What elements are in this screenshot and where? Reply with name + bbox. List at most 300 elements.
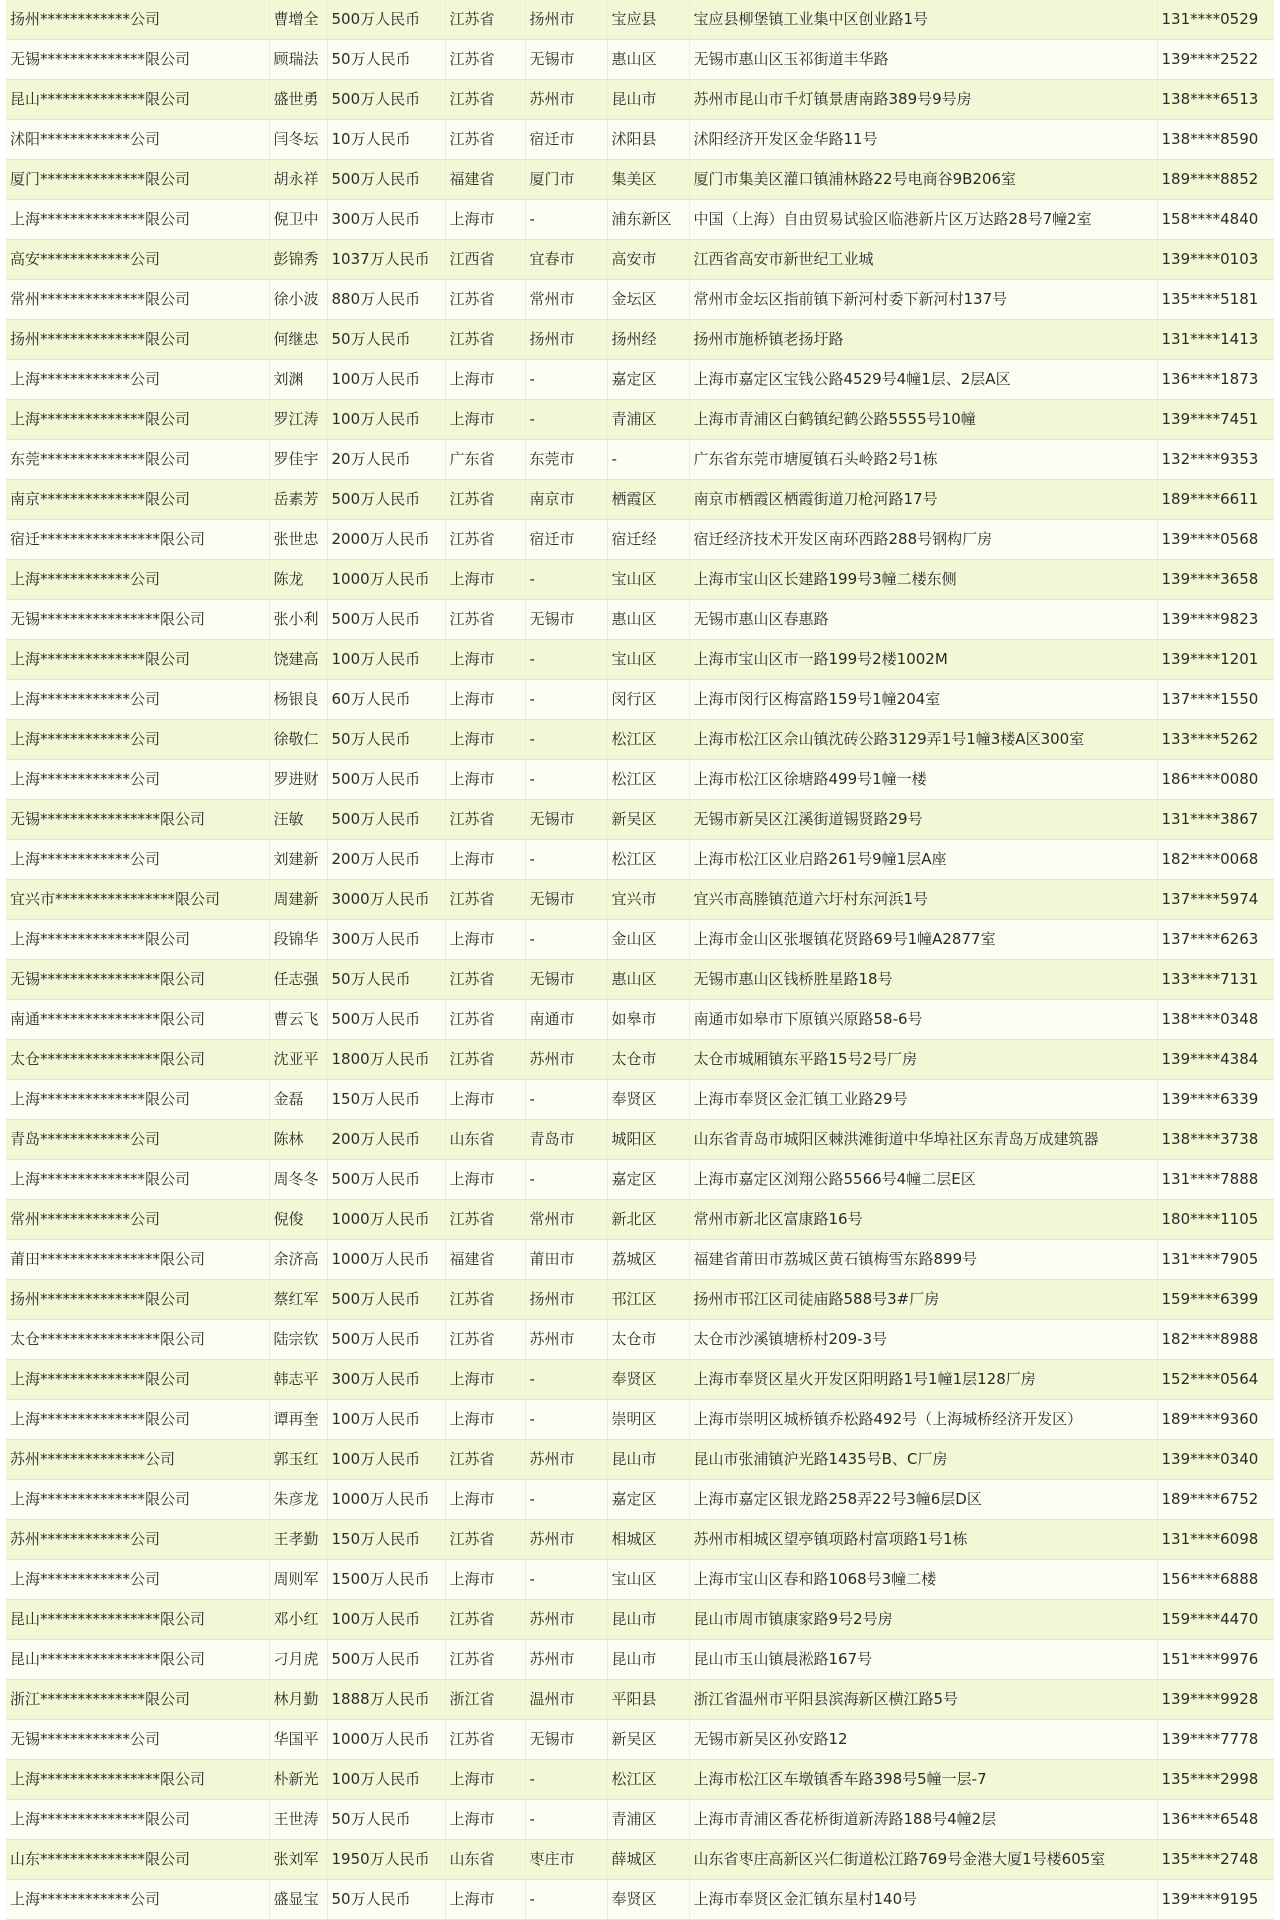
table-row	[6, 1440, 1274, 1480]
cell-person: 闫冬坛	[269, 120, 327, 160]
cell-city: -	[525, 680, 607, 720]
cell-company: 无锡****************限公司	[6, 800, 269, 840]
cell-district: 太仓市	[607, 1320, 689, 1360]
cell-province: 江苏省	[445, 960, 525, 1000]
cell-phone: 139****4384	[1157, 1040, 1274, 1080]
cell-district: 宝山区	[607, 640, 689, 680]
cell-person: 余济高	[269, 1240, 327, 1280]
cell-province: 上海市	[445, 920, 525, 960]
cell-district: 惠山区	[607, 600, 689, 640]
cell-phone: 158****4840	[1157, 200, 1274, 240]
cell-company: 青岛************公司	[6, 1120, 269, 1160]
cell-company: 上海************公司	[6, 360, 269, 400]
cell-province: 江苏省	[445, 520, 525, 560]
cell-province: 上海市	[445, 720, 525, 760]
cell-province: 上海市	[445, 1160, 525, 1200]
cell-phone: 131****7905	[1157, 1240, 1274, 1280]
cell-phone: 139****7451	[1157, 400, 1274, 440]
table-row	[6, 160, 1274, 200]
cell-person: 顾瑞法	[269, 40, 327, 80]
cell-address: 中国（上海）自由贸易试验区临港新片区万达路28号7幢2室	[689, 200, 1157, 240]
cell-city: 东莞市	[525, 440, 607, 480]
cell-city: -	[525, 1880, 607, 1920]
cell-person: 段锦华	[269, 920, 327, 960]
cell-company: 宜兴市****************限公司	[6, 880, 269, 920]
cell-city: -	[525, 400, 607, 440]
cell-company: 昆山****************限公司	[6, 1640, 269, 1680]
cell-company: 上海**************限公司	[6, 1160, 269, 1200]
table-row	[6, 1480, 1274, 1520]
table-row	[6, 440, 1274, 480]
cell-phone: 159****4470	[1157, 1600, 1274, 1640]
cell-company: 上海************公司	[6, 1880, 269, 1920]
cell-capital: 1800万人民币	[327, 1040, 445, 1080]
cell-capital: 100万人民币	[327, 1440, 445, 1480]
cell-company: 上海************公司	[6, 680, 269, 720]
cell-phone: 189****9360	[1157, 1400, 1274, 1440]
cell-company: 上海**************限公司	[6, 1480, 269, 1520]
cell-company: 上海**************限公司	[6, 1800, 269, 1840]
cell-capital: 1000万人民币	[327, 1240, 445, 1280]
cell-capital: 100万人民币	[327, 1600, 445, 1640]
cell-district: 集美区	[607, 160, 689, 200]
cell-company: 上海**************限公司	[6, 640, 269, 680]
cell-person: 陆宗钦	[269, 1320, 327, 1360]
cell-company: 太仓****************限公司	[6, 1320, 269, 1360]
cell-address: 上海市奉贤区星火开发区阳明路1号1幢1层128厂房	[689, 1360, 1157, 1400]
cell-capital: 50万人民币	[327, 1800, 445, 1840]
cell-city: 温州市	[525, 1680, 607, 1720]
cell-phone: 189****8852	[1157, 160, 1274, 200]
table-row	[6, 320, 1274, 360]
cell-province: 江苏省	[445, 880, 525, 920]
cell-phone: 135****2998	[1157, 1760, 1274, 1800]
cell-address: 无锡市新吴区江溪街道锡贤路29号	[689, 800, 1157, 840]
cell-company: 无锡****************限公司	[6, 600, 269, 640]
cell-phone: 139****1201	[1157, 640, 1274, 680]
cell-person: 汪敏	[269, 800, 327, 840]
cell-capital: 1037万人民币	[327, 240, 445, 280]
table-body	[6, 0, 1274, 1920]
cell-company: 上海************公司	[6, 720, 269, 760]
cell-city: 苏州市	[525, 1040, 607, 1080]
cell-district: 扬州经	[607, 320, 689, 360]
cell-address: 昆山市张浦镇沪光路1435号B、C厂房	[689, 1440, 1157, 1480]
cell-address: 上海市嘉定区银龙路258弄22号3幢6层D区	[689, 1480, 1157, 1520]
cell-phone: 135****2748	[1157, 1840, 1274, 1880]
cell-capital: 500万人民币	[327, 600, 445, 640]
cell-address: 苏州市相城区望亭镇项路村富项路1号1栋	[689, 1520, 1157, 1560]
cell-city: -	[525, 1400, 607, 1440]
cell-company: 苏州**************公司	[6, 1440, 269, 1480]
cell-city: 无锡市	[525, 880, 607, 920]
table-row	[6, 1600, 1274, 1640]
table-row	[6, 1760, 1274, 1800]
cell-person: 金磊	[269, 1080, 327, 1120]
cell-person: 谭再奎	[269, 1400, 327, 1440]
cell-district: 宝山区	[607, 1560, 689, 1600]
cell-district: 宝山区	[607, 560, 689, 600]
cell-capital: 150万人民币	[327, 1080, 445, 1120]
cell-company: 上海**************限公司	[6, 1400, 269, 1440]
cell-phone: 138****6513	[1157, 80, 1274, 120]
cell-address: 上海市松江区徐塘路499号1幢一楼	[689, 760, 1157, 800]
cell-address: 江西省高安市新世纪工业城	[689, 240, 1157, 280]
cell-district: 昆山市	[607, 80, 689, 120]
cell-address: 苏州市昆山市千灯镇景唐南路389号9号房	[689, 80, 1157, 120]
cell-province: 上海市	[445, 1800, 525, 1840]
cell-phone: 139****9928	[1157, 1680, 1274, 1720]
cell-district: 奉贤区	[607, 1360, 689, 1400]
cell-capital: 500万人民币	[327, 1280, 445, 1320]
cell-district: 宿迁经	[607, 520, 689, 560]
cell-province: 江苏省	[445, 280, 525, 320]
cell-capital: 300万人民币	[327, 1360, 445, 1400]
cell-district: 高安市	[607, 240, 689, 280]
cell-province: 江苏省	[445, 40, 525, 80]
cell-company: 上海**************限公司	[6, 200, 269, 240]
cell-phone: 131****6098	[1157, 1520, 1274, 1560]
company-table	[6, 0, 1274, 1920]
cell-address: 太仓市城厢镇东平路15号2号厂房	[689, 1040, 1157, 1080]
cell-capital: 100万人民币	[327, 640, 445, 680]
cell-company: 上海**************限公司	[6, 920, 269, 960]
cell-address: 无锡市惠山区玉祁街道丰华路	[689, 40, 1157, 80]
cell-capital: 1888万人民币	[327, 1680, 445, 1720]
cell-address: 上海市宝山区长建路199号3幢二楼东侧	[689, 560, 1157, 600]
cell-phone: 152****0564	[1157, 1360, 1274, 1400]
cell-district: 松江区	[607, 1760, 689, 1800]
table-row	[6, 1040, 1274, 1080]
cell-capital: 60万人民币	[327, 680, 445, 720]
cell-company: 上海************公司	[6, 560, 269, 600]
cell-person: 盛世勇	[269, 80, 327, 120]
cell-company: 扬州**************限公司	[6, 1280, 269, 1320]
table-row	[6, 1080, 1274, 1120]
table-row	[6, 560, 1274, 600]
cell-capital: 500万人民币	[327, 1000, 445, 1040]
cell-city: 常州市	[525, 280, 607, 320]
cell-province: 上海市	[445, 400, 525, 440]
cell-capital: 1000万人民币	[327, 560, 445, 600]
cell-province: 上海市	[445, 200, 525, 240]
table-row	[6, 720, 1274, 760]
cell-city: 苏州市	[525, 1440, 607, 1480]
cell-phone: 186****0080	[1157, 760, 1274, 800]
table-row	[6, 360, 1274, 400]
cell-capital: 1950万人民币	[327, 1840, 445, 1880]
cell-province: 上海市	[445, 1480, 525, 1520]
cell-capital: 500万人民币	[327, 760, 445, 800]
cell-address: 广东省东莞市塘厦镇石头岭路2号1栋	[689, 440, 1157, 480]
cell-city: -	[525, 360, 607, 400]
cell-city: 青岛市	[525, 1120, 607, 1160]
cell-city: 宿迁市	[525, 520, 607, 560]
cell-phone: 137****5974	[1157, 880, 1274, 920]
cell-district: 昆山市	[607, 1640, 689, 1680]
cell-company: 常州**************限公司	[6, 280, 269, 320]
cell-district: 青浦区	[607, 1800, 689, 1840]
cell-address: 上海市宝山区春和路1068号3幢二楼	[689, 1560, 1157, 1600]
cell-city: 苏州市	[525, 1320, 607, 1360]
cell-company: 昆山**************限公司	[6, 80, 269, 120]
cell-capital: 500万人民币	[327, 160, 445, 200]
cell-person: 韩志平	[269, 1360, 327, 1400]
cell-address: 厦门市集美区灌口镇浦林路22号电商谷9B206室	[689, 160, 1157, 200]
table-row	[6, 1880, 1274, 1920]
table-row	[6, 1320, 1274, 1360]
cell-company: 东莞**************限公司	[6, 440, 269, 480]
table-row	[6, 120, 1274, 160]
table-row	[6, 1640, 1274, 1680]
cell-address: 上海市宝山区市一路199号2楼1002M	[689, 640, 1157, 680]
cell-phone: 137****1550	[1157, 680, 1274, 720]
table-row	[6, 880, 1274, 920]
cell-address: 上海市奉贤区金汇镇工业路29号	[689, 1080, 1157, 1120]
cell-person: 周冬冬	[269, 1160, 327, 1200]
cell-province: 上海市	[445, 1360, 525, 1400]
cell-city: -	[525, 1080, 607, 1120]
table-row	[6, 920, 1274, 960]
cell-capital: 100万人民币	[327, 1400, 445, 1440]
table-row	[6, 680, 1274, 720]
cell-company: 常州************公司	[6, 1200, 269, 1240]
cell-address: 宜兴市高塍镇范道六圩村东河浜1号	[689, 880, 1157, 920]
cell-province: 江苏省	[445, 480, 525, 520]
cell-phone: 131****0529	[1157, 0, 1274, 40]
cell-company: 上海************公司	[6, 760, 269, 800]
cell-phone: 138****3738	[1157, 1120, 1274, 1160]
cell-city: -	[525, 840, 607, 880]
cell-person: 倪卫中	[269, 200, 327, 240]
cell-province: 江苏省	[445, 800, 525, 840]
table-row	[6, 1360, 1274, 1400]
cell-district: 太仓市	[607, 1040, 689, 1080]
cell-phone: 182****8988	[1157, 1320, 1274, 1360]
table-row	[6, 480, 1274, 520]
cell-district: 嘉定区	[607, 1480, 689, 1520]
cell-person: 刘建新	[269, 840, 327, 880]
cell-province: 江苏省	[445, 1040, 525, 1080]
cell-district: 宜兴市	[607, 880, 689, 920]
cell-address: 宝应县柳堡镇工业集中区创业路1号	[689, 0, 1157, 40]
cell-city: 枣庄市	[525, 1840, 607, 1880]
cell-district: 闵行区	[607, 680, 689, 720]
cell-province: 上海市	[445, 1400, 525, 1440]
cell-phone: 189****6752	[1157, 1480, 1274, 1520]
cell-address: 上海市奉贤区金汇镇东星村140号	[689, 1880, 1157, 1920]
cell-phone: 139****2522	[1157, 40, 1274, 80]
cell-company: 浙江**************限公司	[6, 1680, 269, 1720]
cell-province: 江苏省	[445, 1280, 525, 1320]
cell-address: 无锡市新吴区孙安路12	[689, 1720, 1157, 1760]
cell-capital: 1000万人民币	[327, 1720, 445, 1760]
table-row	[6, 1840, 1274, 1880]
table-row	[6, 520, 1274, 560]
cell-city: 宜春市	[525, 240, 607, 280]
cell-capital: 50万人民币	[327, 40, 445, 80]
cell-address: 扬州市邗江区司徒庙路588号3#厂房	[689, 1280, 1157, 1320]
cell-city: 无锡市	[525, 960, 607, 1000]
cell-capital: 50万人民币	[327, 720, 445, 760]
cell-person: 徐小波	[269, 280, 327, 320]
cell-person: 杨银良	[269, 680, 327, 720]
cell-district: 薛城区	[607, 1840, 689, 1880]
cell-city: -	[525, 920, 607, 960]
cell-city: 南通市	[525, 1000, 607, 1040]
cell-person: 徐敬仁	[269, 720, 327, 760]
cell-capital: 200万人民币	[327, 1120, 445, 1160]
cell-city: -	[525, 1160, 607, 1200]
cell-capital: 880万人民币	[327, 280, 445, 320]
cell-company: 上海************公司	[6, 1560, 269, 1600]
cell-person: 曹云飞	[269, 1000, 327, 1040]
cell-capital: 50万人民币	[327, 1880, 445, 1920]
cell-person: 陈龙	[269, 560, 327, 600]
cell-address: 上海市金山区张堰镇花贤路69号1幢A2877室	[689, 920, 1157, 960]
cell-city: 扬州市	[525, 0, 607, 40]
cell-address: 常州市新北区富康路16号	[689, 1200, 1157, 1240]
cell-person: 邓小红	[269, 1600, 327, 1640]
cell-province: 上海市	[445, 360, 525, 400]
cell-city: 苏州市	[525, 1640, 607, 1680]
cell-phone: 135****5181	[1157, 280, 1274, 320]
cell-phone: 156****6888	[1157, 1560, 1274, 1600]
cell-city: -	[525, 640, 607, 680]
cell-district: 邗江区	[607, 1280, 689, 1320]
cell-person: 任志强	[269, 960, 327, 1000]
cell-city: 苏州市	[525, 1520, 607, 1560]
cell-person: 沈亚平	[269, 1040, 327, 1080]
cell-address: 无锡市惠山区春惠路	[689, 600, 1157, 640]
cell-capital: 1000万人民币	[327, 1200, 445, 1240]
cell-address: 太仓市沙溪镇塘桥村209-3号	[689, 1320, 1157, 1360]
cell-person: 盛显宝	[269, 1880, 327, 1920]
cell-person: 华国平	[269, 1720, 327, 1760]
cell-city: 无锡市	[525, 40, 607, 80]
cell-company: 无锡************公司	[6, 1720, 269, 1760]
cell-capital: 150万人民币	[327, 1520, 445, 1560]
cell-capital: 100万人民币	[327, 400, 445, 440]
cell-phone: 139****6339	[1157, 1080, 1274, 1120]
cell-company: 南京**************限公司	[6, 480, 269, 520]
cell-city: 常州市	[525, 1200, 607, 1240]
cell-city: 无锡市	[525, 1720, 607, 1760]
cell-province: 江苏省	[445, 1320, 525, 1360]
cell-city: 无锡市	[525, 600, 607, 640]
cell-company: 南通****************限公司	[6, 1000, 269, 1040]
cell-capital: 500万人民币	[327, 1640, 445, 1680]
cell-address: 无锡市惠山区钱桥胜星路18号	[689, 960, 1157, 1000]
cell-capital: 500万人民币	[327, 80, 445, 120]
cell-district: 崇明区	[607, 1400, 689, 1440]
cell-province: 江苏省	[445, 1720, 525, 1760]
cell-city: 厦门市	[525, 160, 607, 200]
table-row	[6, 1160, 1274, 1200]
cell-person: 罗佳宇	[269, 440, 327, 480]
cell-province: 上海市	[445, 1760, 525, 1800]
cell-person: 罗进财	[269, 760, 327, 800]
table-row	[6, 1680, 1274, 1720]
table-row	[6, 1560, 1274, 1600]
cell-person: 刘渊	[269, 360, 327, 400]
cell-city: 南京市	[525, 480, 607, 520]
cell-person: 曹增全	[269, 0, 327, 40]
cell-province: 山东省	[445, 1840, 525, 1880]
cell-phone: 133****5262	[1157, 720, 1274, 760]
cell-city: -	[525, 1760, 607, 1800]
cell-district: 奉贤区	[607, 1880, 689, 1920]
cell-province: 江苏省	[445, 120, 525, 160]
cell-address: 上海市闵行区梅富路159号1幢204室	[689, 680, 1157, 720]
cell-phone: 139****9195	[1157, 1880, 1274, 1920]
cell-phone: 131****3867	[1157, 800, 1274, 840]
cell-province: 福建省	[445, 1240, 525, 1280]
cell-phone: 137****6263	[1157, 920, 1274, 960]
cell-province: 上海市	[445, 760, 525, 800]
cell-person: 刁月虎	[269, 1640, 327, 1680]
cell-province: 上海市	[445, 560, 525, 600]
cell-phone: 136****1873	[1157, 360, 1274, 400]
cell-company: 莆田****************限公司	[6, 1240, 269, 1280]
table-row	[6, 600, 1274, 640]
cell-phone: 133****7131	[1157, 960, 1274, 1000]
cell-city: 扬州市	[525, 320, 607, 360]
cell-district: 青浦区	[607, 400, 689, 440]
cell-person: 蔡红军	[269, 1280, 327, 1320]
cell-person: 朱彦龙	[269, 1480, 327, 1520]
cell-phone: 139****3658	[1157, 560, 1274, 600]
cell-phone: 132****9353	[1157, 440, 1274, 480]
cell-province: 上海市	[445, 1880, 525, 1920]
cell-province: 上海市	[445, 680, 525, 720]
cell-city: 莆田市	[525, 1240, 607, 1280]
cell-phone: 139****9823	[1157, 600, 1274, 640]
cell-person: 胡永祥	[269, 160, 327, 200]
cell-company: 无锡**************限公司	[6, 40, 269, 80]
cell-company: 无锡****************限公司	[6, 960, 269, 1000]
cell-phone: 138****8590	[1157, 120, 1274, 160]
cell-district: 新吴区	[607, 1720, 689, 1760]
cell-phone: 136****6548	[1157, 1800, 1274, 1840]
cell-province: 浙江省	[445, 1680, 525, 1720]
cell-province: 江苏省	[445, 600, 525, 640]
cell-city: 无锡市	[525, 800, 607, 840]
cell-district: 金山区	[607, 920, 689, 960]
cell-district: 相城区	[607, 1520, 689, 1560]
table-row	[6, 1720, 1274, 1760]
cell-person: 朴新光	[269, 1760, 327, 1800]
table-row	[6, 1280, 1274, 1320]
table-row	[6, 400, 1274, 440]
cell-phone: 139****0568	[1157, 520, 1274, 560]
cell-company: 昆山****************限公司	[6, 1600, 269, 1640]
cell-capital: 500万人民币	[327, 480, 445, 520]
table-row	[6, 0, 1274, 40]
cell-capital: 1500万人民币	[327, 1560, 445, 1600]
cell-phone: 182****0068	[1157, 840, 1274, 880]
cell-district: 嘉定区	[607, 1160, 689, 1200]
cell-company: 沭阳************公司	[6, 120, 269, 160]
table-row	[6, 1400, 1274, 1440]
table-row	[6, 640, 1274, 680]
cell-company: 厦门**************限公司	[6, 160, 269, 200]
cell-capital: 100万人民币	[327, 360, 445, 400]
table-row	[6, 1200, 1274, 1240]
cell-city: 苏州市	[525, 80, 607, 120]
cell-address: 上海市松江区佘山镇沈砖公路3129弄1号1幢3楼A区300室	[689, 720, 1157, 760]
cell-company: 扬州**************限公司	[6, 320, 269, 360]
